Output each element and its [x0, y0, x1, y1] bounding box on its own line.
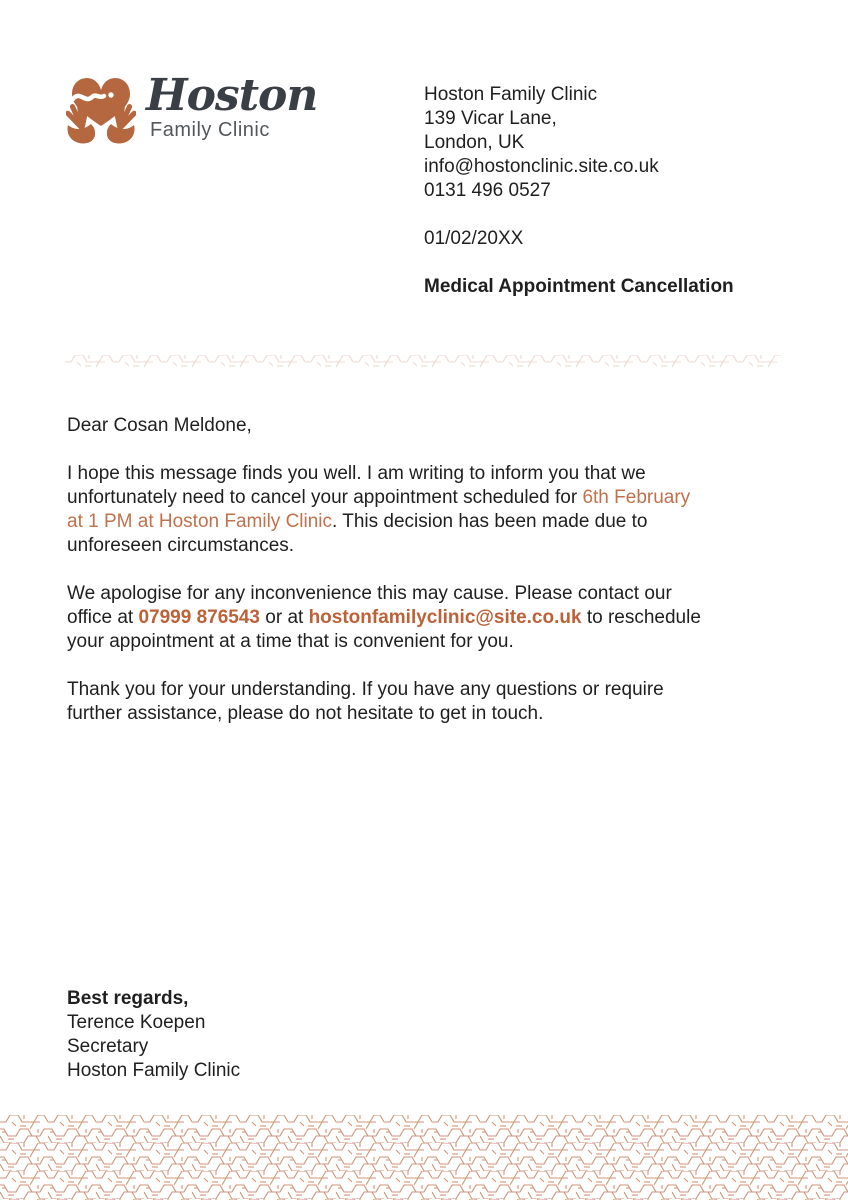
text-run: your appointment at a time that is convenient for you. [67, 631, 514, 652]
signature-name: Terence Koepen [67, 1012, 206, 1033]
salutation: Dear Cosan Meldone, [67, 415, 252, 436]
clinic-address [424, 83, 734, 203]
logo-wordmark: Hoston [146, 70, 318, 121]
email-link[interactable]: hostonfamilyclinic@site.co.uk [308, 607, 582, 628]
letter-body [67, 414, 809, 750]
clinic-logo [66, 70, 317, 144]
paragraph-thanks [67, 678, 809, 726]
decorative-divider [65, 355, 781, 367]
footer-pattern [0, 1115, 848, 1200]
signature-organization: Hoston Family Clinic [67, 1060, 241, 1081]
phone-link[interactable]: 07999 876543 [138, 607, 260, 628]
text-run: unfortunately need to cancel your appointment scheduled for [67, 487, 583, 508]
logo-tagline: Family Clinic [150, 119, 270, 141]
letterhead-info [424, 83, 734, 299]
signature-block [67, 987, 240, 1083]
text-run: . This decision has been made due to [332, 511, 648, 532]
signature-closing: Best regards, [67, 988, 189, 1009]
logo-text [146, 70, 317, 141]
letter-subject: Medical Appointment Cancellation [424, 276, 734, 297]
paragraph-cancellation [67, 462, 809, 558]
text-run: I hope this message finds you well. I am writing to inform you that we [67, 463, 646, 484]
paragraph-contact [67, 582, 809, 654]
text-line: 0131 496 0527 [424, 180, 551, 201]
letter-date: 01/02/20XX [424, 228, 524, 249]
text-run: unforeseen circumstances. [67, 535, 295, 556]
text-line: 139 Vicar Lane, [424, 108, 557, 129]
signature-role: Secretary [67, 1036, 149, 1057]
heart-in-hands-icon [66, 70, 136, 144]
text-line: info@hostonclinic.site.co.uk [424, 156, 659, 177]
text-run: to reschedule [581, 607, 701, 628]
appointment-date-highlight: 6th February [582, 487, 691, 508]
text-run: further assistance, please do not hesitate to get in touch. [67, 703, 544, 724]
appointment-place-highlight: at 1 PM at Hoston Family Clinic [67, 511, 333, 532]
text-line: Hoston Family Clinic [424, 84, 598, 105]
text-line: London, UK [424, 132, 525, 153]
text-run: or at [260, 607, 309, 628]
text-run: Thank you for your understanding. If you have any questions or require [67, 679, 664, 700]
text-run: We apologise for any inconvenience this may cause. Please contact our [67, 583, 672, 604]
text-run: office at [67, 607, 139, 628]
